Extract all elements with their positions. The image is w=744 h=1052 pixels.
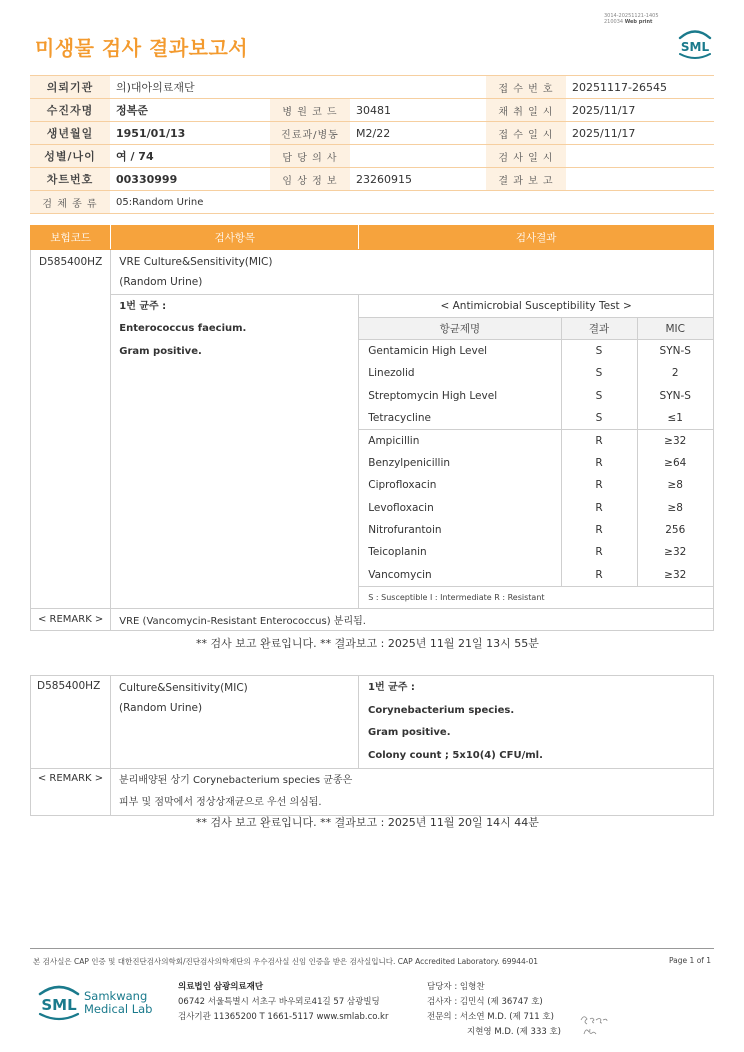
drug-name: Teicoplanin (368, 546, 427, 559)
ast-row (359, 407, 713, 429)
footer-logo (36, 980, 166, 1028)
ast-table (359, 295, 713, 608)
drug-name: Ciprofloxacin (368, 479, 437, 492)
col-result: 검사결과 (359, 226, 714, 250)
print-code-line1: 3014-20251121-1405 (604, 13, 659, 19)
org-address: 06742 서울특별시 서초구 바우뫼로41길 57 삼광빌딩 (178, 997, 380, 1007)
drug-mic: ≥8 (637, 474, 713, 496)
col-code: 보험코드 (31, 226, 111, 250)
ast-col-result: 결과 (561, 317, 637, 339)
ast-row (359, 564, 713, 586)
drug-mic: ≤1 (637, 407, 713, 429)
test2-organism: Corynebacterium species. (368, 704, 515, 716)
drug-name: Linezolid (368, 367, 415, 380)
ast-col-drug: 항균제명 (359, 317, 561, 339)
ast-row (359, 541, 713, 563)
result-table-2 (30, 675, 714, 816)
staff-tester: 검사자 : 김민식 (제 36747 호) (427, 997, 543, 1007)
name-label: 수진자명 (30, 99, 110, 122)
specimen-value: 05:Random Urine (110, 191, 714, 214)
receipt-no-value: 20251117-26545 (566, 76, 714, 99)
ast-row (359, 362, 713, 384)
test-date-value (566, 145, 714, 168)
chart-value: 00330999 (110, 168, 270, 191)
test2-organism-label: 1번 균주 : (368, 682, 415, 693)
test1-organism: Enterococcus faecium. (119, 323, 247, 335)
drug-name: Vancomycin (368, 568, 432, 581)
ast-cell (359, 295, 714, 609)
drug-name: Gentamicin High Level (368, 345, 488, 358)
report-label: 결 과 보 고 (486, 168, 566, 191)
test2-remark-line1: 분리배양된 상기 Corynebacterium species 균종은 (119, 775, 353, 786)
ast-row (359, 340, 713, 362)
ast-row (359, 452, 713, 474)
drug-mic: 256 (637, 519, 713, 541)
drug-mic: SYN-S (637, 385, 713, 407)
sex-age-label: 성별/나이 (30, 145, 110, 168)
doctor-value (350, 145, 486, 168)
ast-row (359, 385, 713, 407)
report-value (566, 168, 714, 191)
drug-result: R (561, 452, 637, 474)
birth-value: 1951/01/13 (110, 122, 270, 145)
drug-mic: ≥8 (637, 497, 713, 519)
drug-mic: 2 (637, 362, 713, 384)
sex-age-value: 여 / 74 (110, 145, 270, 168)
sml-footer-logo-text: SML (41, 996, 77, 1014)
drug-name: Ampicillin (359, 429, 561, 451)
drug-result: R (561, 519, 637, 541)
drug-result: R (561, 541, 637, 563)
test2-name: Culture&Sensitivity(MIC) (119, 682, 248, 694)
footer-org (178, 980, 388, 1025)
sml-logo-text: SML (680, 40, 710, 54)
test1-gram: Gram positive. (119, 345, 202, 357)
receipt-date-value: 2025/11/17 (566, 122, 714, 145)
receipt-date-label: 접 수 일 시 (486, 122, 566, 145)
test2-remark-label: < REMARK > (31, 769, 111, 816)
collect-date-label: 채 취 일 시 (486, 99, 566, 122)
hospital-code-value: 30481 (350, 99, 486, 122)
test2-gram: Gram positive. (368, 727, 451, 738)
footer-divider (30, 948, 714, 949)
ast-title: < Antimicrobial Susceptibility Test > (359, 295, 713, 317)
ast-legend: S : Susceptible I : Intermediate R : Resistant (359, 586, 713, 608)
web-print-label: Web print (624, 19, 653, 25)
receipt-no-label: 접 수 번 호 (486, 76, 566, 99)
clinical-value: 23260915 (350, 168, 486, 191)
signature-icon (578, 1010, 612, 1040)
institution-value: 의)대아의료재단 (110, 76, 486, 99)
drug-result: S (561, 340, 637, 362)
test1-remark: VRE (Vancomycin-Resistant Enterococcus) 분리됨. (111, 609, 714, 631)
drug-mic: ≥32 (637, 541, 713, 563)
test2-remark-line2: 피부 및 점막에서 정상상재균으로 우선 의심됨. (119, 797, 322, 808)
col-item: 검사항목 (111, 226, 359, 250)
test2-complete: ** 검사 보고 완료입니다. ** 결과보고 : 2025년 11월 20일 14시 44분 (196, 816, 539, 829)
test2-colony: Colony count ; 5x10(4) CFU/ml. (368, 749, 543, 761)
dept-label: 진료과/병동 (270, 122, 350, 145)
test1-organism-label: 1번 균주 : (119, 301, 167, 312)
clinical-label: 임 상 정 보 (270, 168, 350, 191)
ast-row (359, 497, 713, 519)
test1-remark-label: < REMARK > (31, 609, 111, 631)
footer-staff (427, 980, 561, 1040)
org-name: 의료법인 삼광의료재단 (178, 982, 264, 992)
print-code-line2: 210034 (604, 19, 624, 25)
staff-specialist2: 지현영 M.D. (제 333 호) (467, 1027, 562, 1037)
ast-row (359, 474, 713, 496)
page-number: Page 1 of 1 (669, 956, 712, 965)
footer-logo-name2: Medical Lab (84, 1002, 153, 1016)
sml-footer-logo-icon (36, 980, 82, 1024)
doctor-label: 담 당 의 사 (270, 145, 350, 168)
specimen-label: 검 체 종 류 (30, 191, 110, 214)
institution-label: 의뢰기관 (30, 76, 110, 99)
drug-result: S (561, 407, 637, 429)
ast-row (359, 429, 713, 451)
footer-note: 본 검사실은 CAP 인증 및 대한진단검사의학회/진단검사의학재단의 우수검사실 신임 인증을 받은 검사실입니다. CAP Accredited Laboratory. 69944-01 (33, 957, 539, 966)
sml-logo-icon (676, 24, 714, 62)
drug-mic: ≥64 (637, 452, 713, 474)
test1-specimen: (Random Urine) (119, 276, 203, 288)
drug-name: Benzylpenicillin (368, 456, 451, 469)
staff-manager: 담당자 : 임형찬 (427, 982, 485, 992)
drug-name: Nitrofurantoin (368, 524, 442, 537)
test1-code: D585400HZ (31, 250, 111, 609)
test2-remark (111, 769, 714, 816)
chart-label: 차트번호 (30, 168, 110, 191)
test2-code: D585400HZ (31, 676, 111, 769)
drug-result: R (561, 474, 637, 496)
staff-specialist1: 전문의 : 서소연 M.D. (제 711 호) (427, 1012, 554, 1022)
test2-specimen: (Random Urine) (119, 702, 203, 714)
drug-name: Levofloxacin (368, 501, 434, 514)
birth-label: 생년월일 (30, 122, 110, 145)
drug-result: R (561, 497, 637, 519)
drug-result: S (561, 385, 637, 407)
drug-result: S (561, 362, 637, 384)
name-value: 정복준 (110, 99, 270, 122)
dept-value: M2/22 (350, 122, 486, 145)
ast-col-mic: MIC (637, 317, 713, 339)
drug-name: Streptomycin High Level (368, 389, 498, 402)
drug-mic: SYN-S (637, 340, 713, 362)
test2-organism-cell (359, 676, 714, 769)
print-code (604, 13, 659, 25)
ast-row (359, 519, 713, 541)
collect-date-value: 2025/11/17 (566, 99, 714, 122)
drug-mic: ≥32 (637, 564, 713, 586)
hospital-code-label: 병 원 코 드 (270, 99, 350, 122)
drug-name: Tetracycline (368, 411, 431, 424)
test1-title (111, 250, 714, 295)
patient-info-table (30, 75, 714, 214)
drug-result: R (561, 429, 637, 451)
test2-title (111, 676, 359, 769)
result-table-1 (30, 225, 714, 631)
test1-name: VRE Culture&Sensitivity(MIC) (119, 256, 273, 268)
drug-mic: ≥32 (637, 429, 713, 451)
test1-complete: ** 검사 보고 완료입니다. ** 결과보고 : 2025년 11월 21일 13시 55분 (196, 637, 539, 650)
footer-logo-name1: Samkwang (84, 989, 148, 1003)
test-date-label: 검 사 일 시 (486, 145, 566, 168)
test1-organism-cell (111, 295, 359, 609)
page-title: 미생물 검사 결과보고서 (35, 36, 249, 60)
drug-result: R (561, 564, 637, 586)
org-contact: 검사기관 11365200 T 1661-5117 www.smlab.co.kr (178, 1012, 389, 1022)
